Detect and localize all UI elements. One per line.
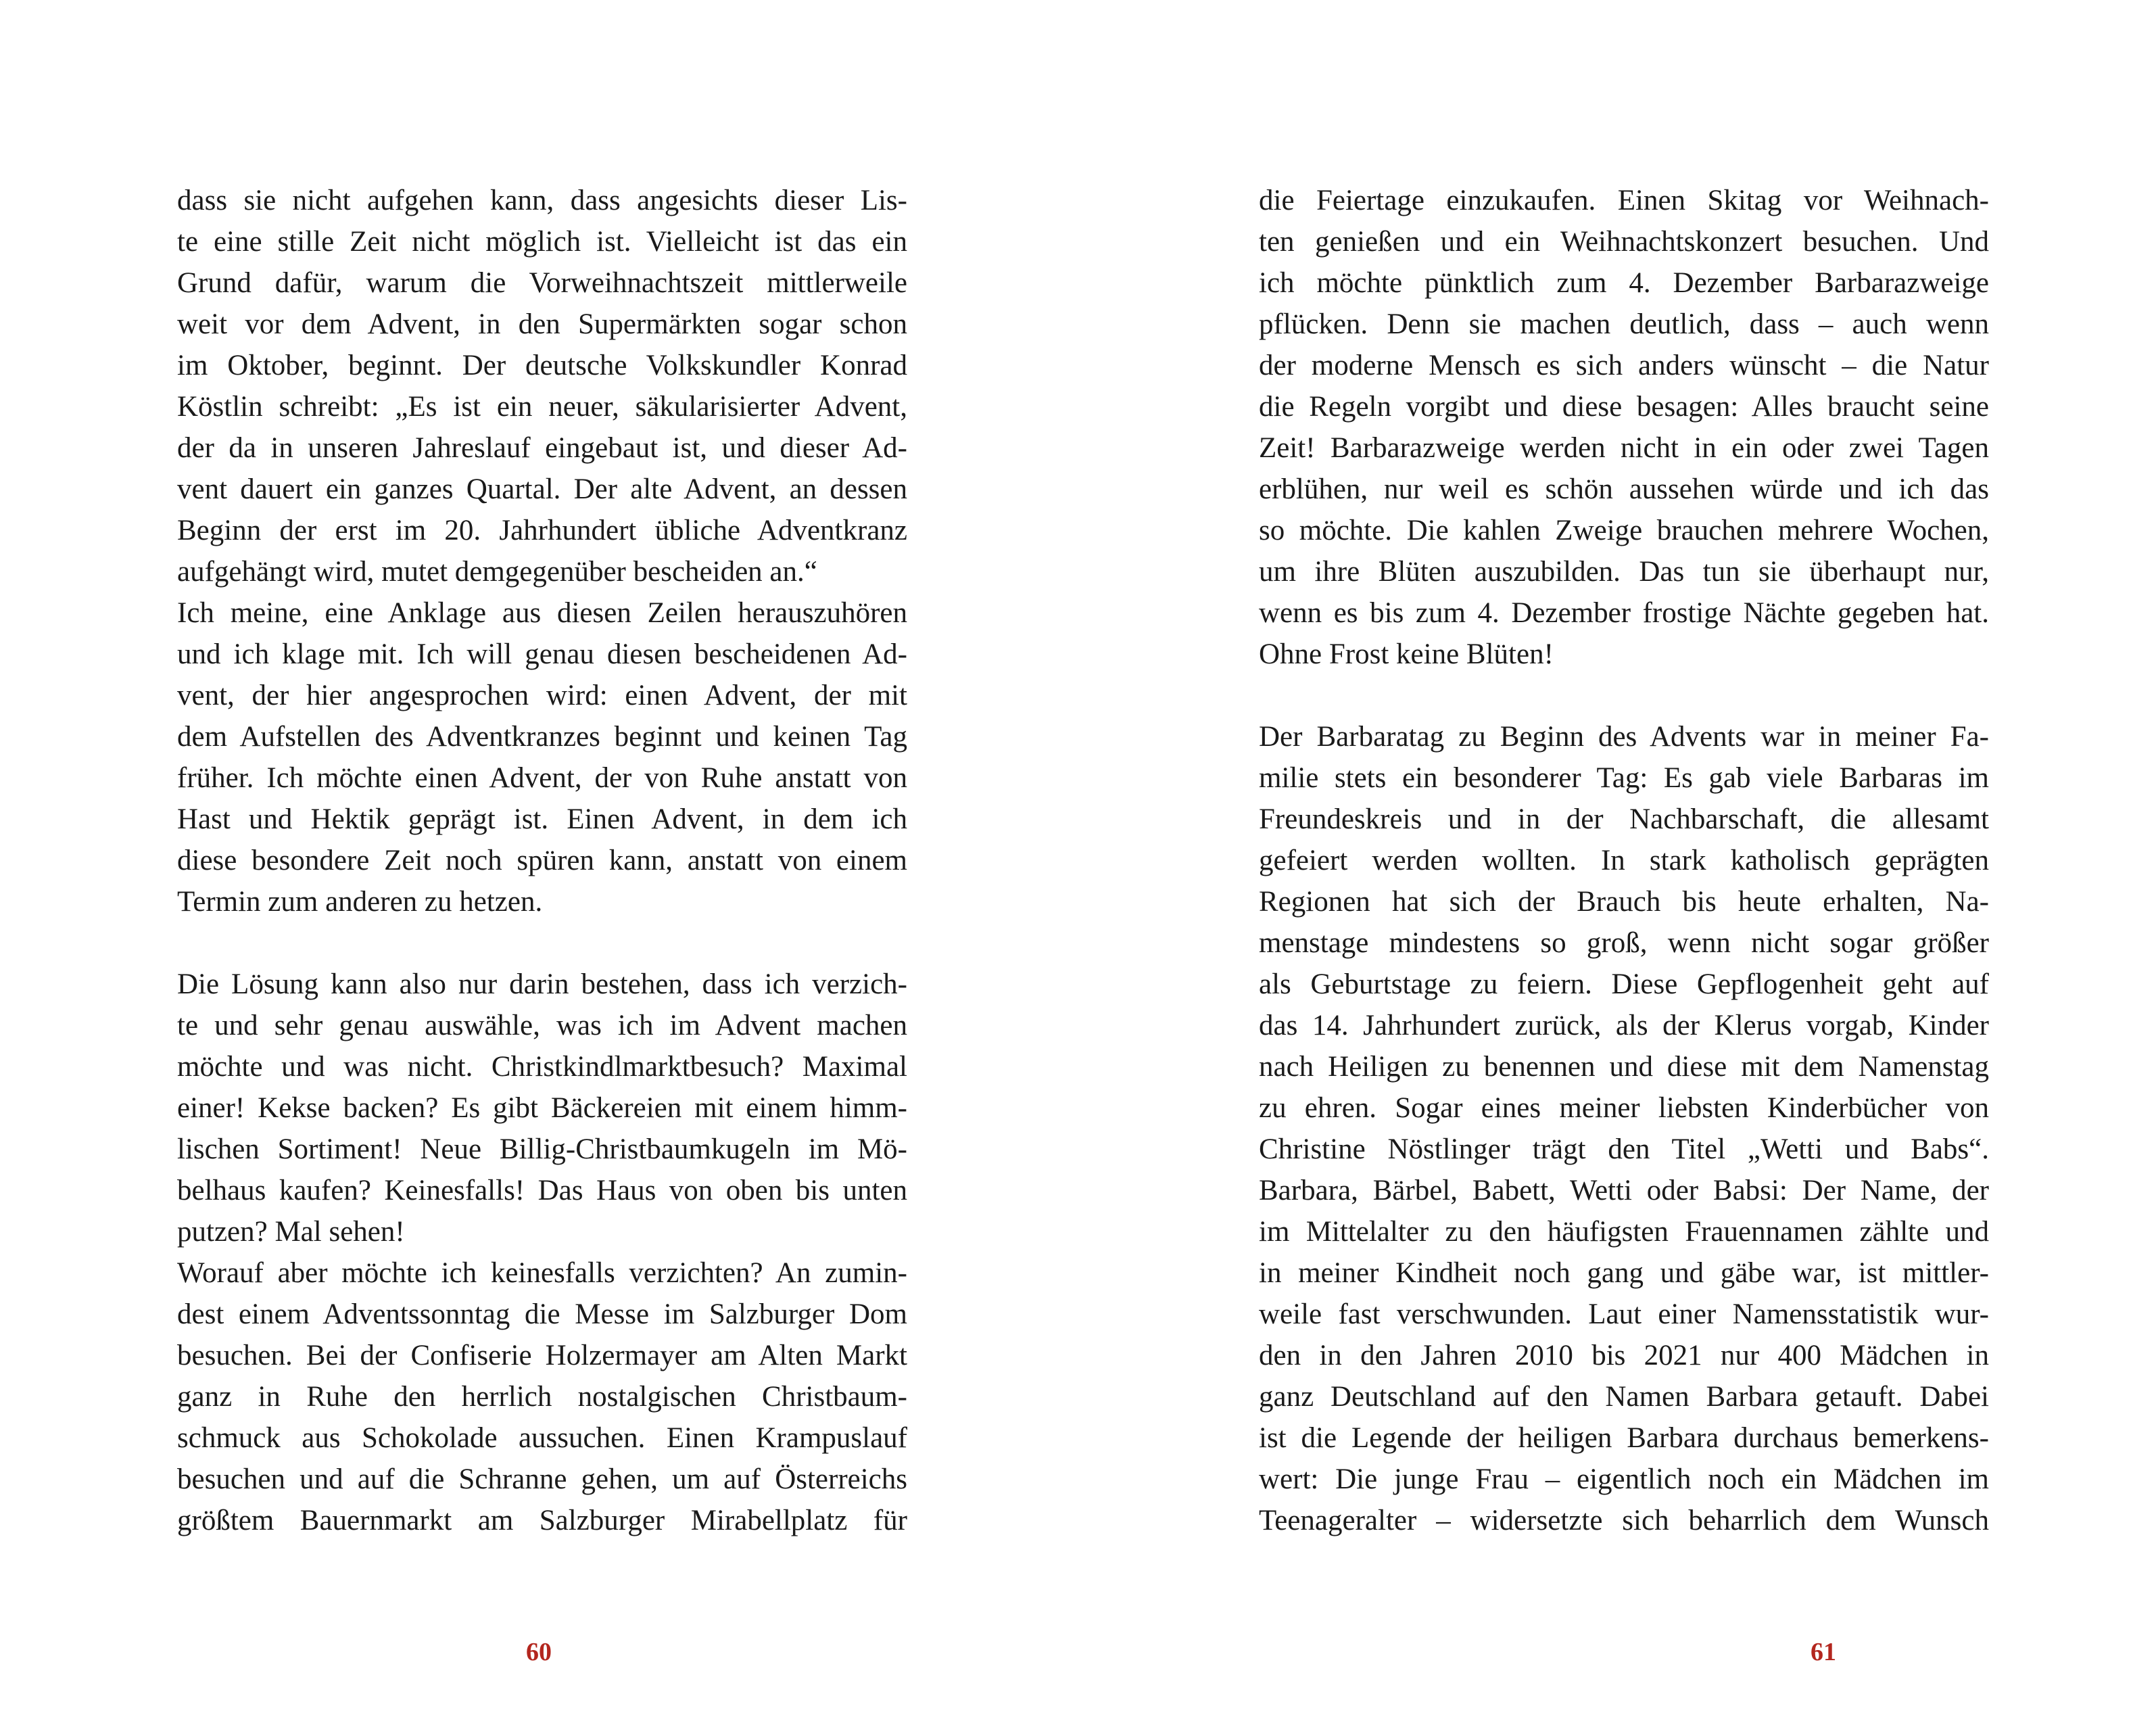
text-line: Die Lösung kann also nur darin bestehen, dass ich verzich- xyxy=(177,968,907,1000)
text-line: Freundeskreis und in der Nachbarschaft, die allesamt xyxy=(1259,803,1989,835)
text-line: dem Aufstellen des Adventkranzes beginnt und keinen Tag xyxy=(177,721,907,753)
text-line: als Geburtstage zu feiern. Diese Gepflogenheit geht auf xyxy=(1259,968,1989,1000)
text-line: Ich meine, eine Anklage aus diesen Zeilen herauszuhören xyxy=(177,597,907,629)
page-number-right: 61 xyxy=(1811,1638,1836,1666)
text-line: Teenageralter – widersetzte sich beharrlich dem Wunsch xyxy=(1259,1505,1989,1536)
text-line: ganz Deutschland auf den Namen Barbara getauft. Dabei xyxy=(1259,1381,1989,1413)
text-line: ganz in Ruhe den herrlich nostalgischen Christbaum- xyxy=(177,1381,907,1413)
text-line: belhaus kaufen? Keinesfalls! Das Haus von oben bis unten xyxy=(177,1175,907,1206)
paragraph-spacer xyxy=(177,922,907,964)
text-line: die Regeln vorgibt und diese besagen: Alles braucht seine xyxy=(1259,391,1989,423)
text-line: Regionen hat sich der Brauch bis heute erhalten, Na- xyxy=(1259,886,1989,918)
text-line: größtem Bauernmarkt am Salzburger Mirabellplatz für xyxy=(177,1505,907,1536)
text-line: weile fast verschwunden. Laut einer Namensstatistik wur- xyxy=(1259,1298,1989,1330)
paragraph-spacer xyxy=(1259,675,1989,716)
text-line: diese besondere Zeit noch spüren kann, anstatt von einem xyxy=(177,845,907,876)
text-line: Worauf aber möchte ich keinesfalls verzichten? An zumin- xyxy=(177,1257,907,1289)
text-line: dest einem Adventssonntag die Messe im Salzburger Dom xyxy=(177,1298,907,1330)
text-line: vent, der hier angesprochen wird: einen Advent, der mit xyxy=(177,680,907,711)
text-line: weit vor dem Advent, in den Supermärkten sogar schon xyxy=(177,308,907,340)
text-line: so möchte. Die kahlen Zweige brauchen mehrere Wochen, xyxy=(1259,515,1989,546)
text-line: der moderne Mensch es sich anders wünscht – die Natur xyxy=(1259,350,1989,381)
text-line: Der Barbaratag zu Beginn des Advents war in meiner Fa- xyxy=(1259,721,1989,753)
left-page-text xyxy=(177,180,907,1541)
paragraph xyxy=(1259,716,1989,1541)
text-line: Termin zum anderen zu hetzen. xyxy=(177,886,543,918)
text-line: Barbara, Bärbel, Babett, Wetti oder Babsi: Der Name, der xyxy=(1259,1175,1989,1206)
text-line: im Oktober, beginnt. Der deutsche Volkskundler Konrad xyxy=(177,350,907,381)
text-line: ist die Legende der heiligen Barbara durchaus bemerkens- xyxy=(1259,1422,1989,1454)
paragraph xyxy=(177,1252,907,1541)
text-line: besuchen und auf die Schranne gehen, um auf Österreichs xyxy=(177,1463,907,1495)
text-line: putzen? Mal sehen! xyxy=(177,1216,405,1248)
text-line: gefeiert werden wollten. In stark katholisch geprägten xyxy=(1259,845,1989,876)
paragraph xyxy=(177,592,907,922)
text-line: wert: Die junge Frau – eigentlich noch ein Mädchen im xyxy=(1259,1463,1989,1495)
text-line: pflücken. Denn sie machen deutlich, dass – auch wenn xyxy=(1259,308,1989,340)
text-line: aufgehängt wird, mutet demgegenüber bescheiden an.“ xyxy=(177,556,817,588)
text-line: wenn es bis zum 4. Dezember frostige Nächte gegeben hat. xyxy=(1259,597,1989,629)
right-page-text xyxy=(1259,180,1989,1541)
text-line: der da in unseren Jahreslauf eingebaut ist, und dieser Ad- xyxy=(177,432,907,464)
text-line: und ich klage mit. Ich will genau diesen bescheidenen Ad- xyxy=(177,638,907,670)
text-line: dass sie nicht aufgehen kann, dass angesichts dieser Lis- xyxy=(177,185,907,216)
text-line: Köstlin schreibt: „Es ist ein neuer, säkularisierter Advent, xyxy=(177,391,907,423)
text-line: Christine Nöstlinger trägt den Titel „Wetti und Babs“. xyxy=(1259,1133,1989,1165)
text-line: ten genießen und ein Weihnachtskonzert besuchen. Und xyxy=(1259,226,1989,258)
text-line: Grund dafür, warum die Vorweihnachtszeit mittlerweile xyxy=(177,267,907,299)
text-line: den in den Jahren 2010 bis 2021 nur 400 Mädchen in xyxy=(1259,1340,1989,1371)
page-number-left: 60 xyxy=(526,1638,552,1666)
right-page xyxy=(1078,0,2156,1717)
paragraph xyxy=(177,180,907,592)
text-line: Zeit! Barbarazweige werden nicht in ein oder zwei Tagen xyxy=(1259,432,1989,464)
text-line: te eine stille Zeit nicht möglich ist. Vielleicht ist das ein xyxy=(177,226,907,258)
text-line: menstage mindestens so groß, wenn nicht sogar größer xyxy=(1259,927,1989,959)
text-line: vent dauert ein ganzes Quartal. Der alte Advent, an dessen xyxy=(177,473,907,505)
text-line: lischen Sortiment! Neue Billig-Christbaumkugeln im Mö- xyxy=(177,1133,907,1165)
text-line: Beginn der erst im 20. Jahrhundert übliche Adventkranz xyxy=(177,515,907,546)
text-line: im Mittelalter zu den häufigsten Frauennamen zählte und xyxy=(1259,1216,1989,1248)
text-line: erblühen, nur weil es schön aussehen würde und ich das xyxy=(1259,473,1989,505)
text-line: früher. Ich möchte einen Advent, der von Ruhe anstatt von xyxy=(177,762,907,794)
text-line: möchte und was nicht. Christkindlmarktbesuch? Maximal xyxy=(177,1051,907,1083)
text-line: das 14. Jahrhundert zurück, als der Klerus vorgab, Kinder xyxy=(1259,1010,1989,1041)
text-line: Ohne Frost keine Blüten! xyxy=(1259,638,1554,670)
paragraph xyxy=(177,964,907,1252)
text-line: Hast und Hektik geprägt ist. Einen Advent, in dem ich xyxy=(177,803,907,835)
text-line: einer! Kekse backen? Es gibt Bäckereien mit einem himm- xyxy=(177,1092,907,1124)
text-line: zu ehren. Sogar eines meiner liebsten Kinderbücher von xyxy=(1259,1092,1989,1124)
text-line: te und sehr genau auswähle, was ich im Advent machen xyxy=(177,1010,907,1041)
text-line: schmuck aus Schokolade aussuchen. Einen Krampuslauf xyxy=(177,1422,907,1454)
text-line: in meiner Kindheit noch gang und gäbe war, ist mittler- xyxy=(1259,1257,1989,1289)
text-line: die Feiertage einzukaufen. Einen Skitag vor Weihnach- xyxy=(1259,185,1989,216)
text-line: milie stets ein besonderer Tag: Es gab viele Barbaras im xyxy=(1259,762,1989,794)
paragraph xyxy=(1259,180,1989,675)
text-line: ich möchte pünktlich zum 4. Dezember Barbarazweige xyxy=(1259,267,1989,299)
text-line: um ihre Blüten auszubilden. Das tun sie überhaupt nur, xyxy=(1259,556,1989,588)
text-line: besuchen. Bei der Confiserie Holzermayer am Alten Markt xyxy=(177,1340,907,1371)
text-line: nach Heiligen zu benennen und diese mit dem Namenstag xyxy=(1259,1051,1989,1083)
